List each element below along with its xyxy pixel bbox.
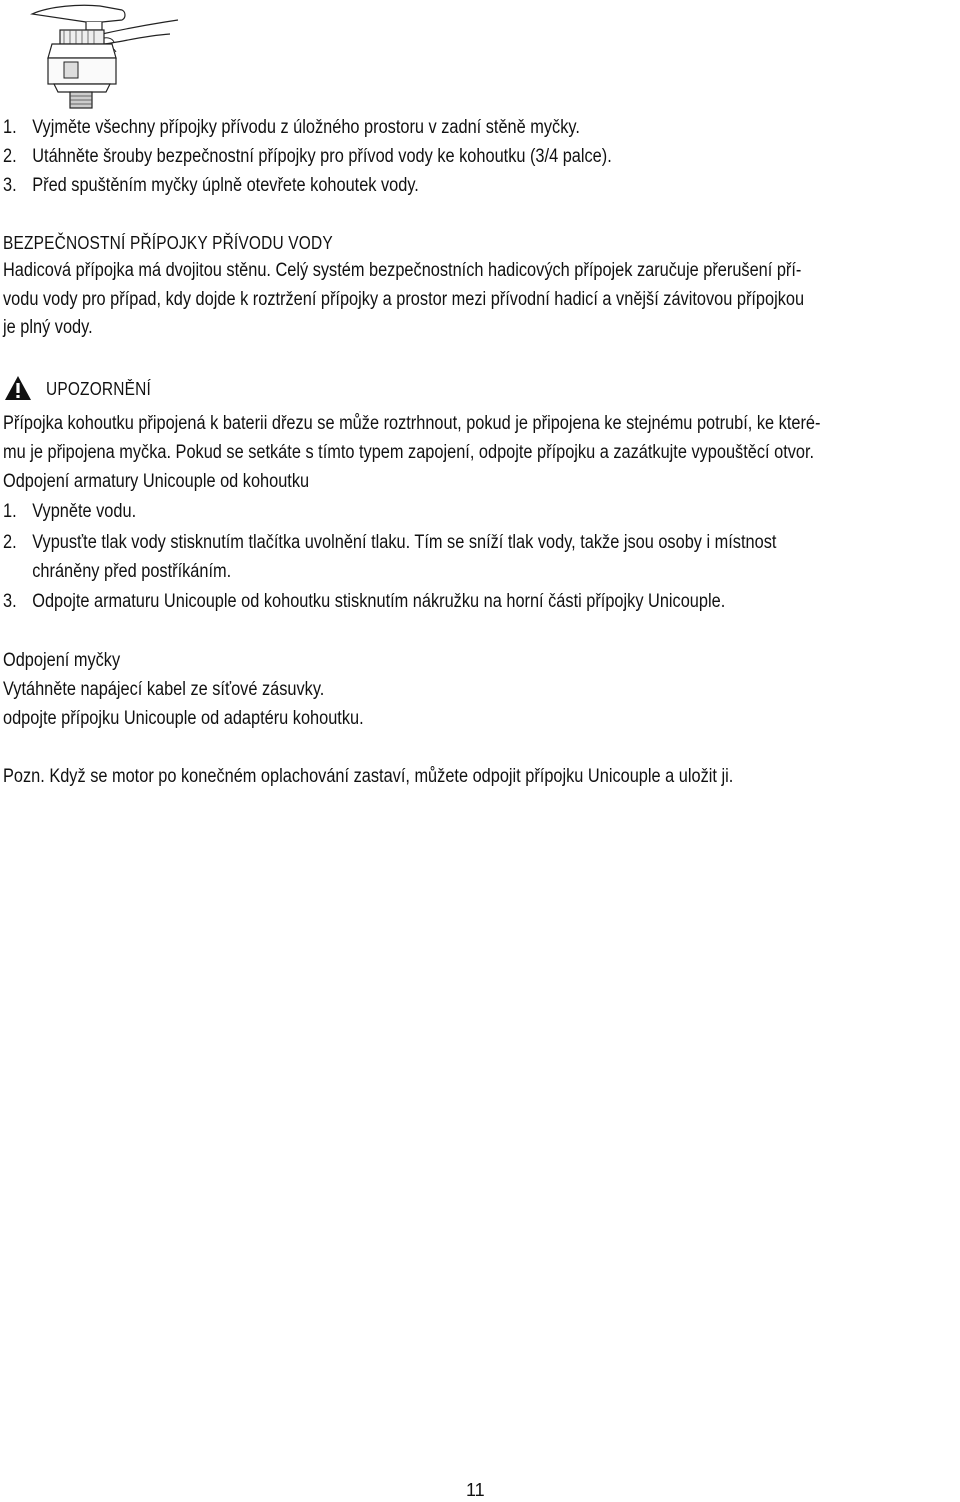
warning-line-1: Přípojka kohoutku připojená k baterii dřezu se může roztrhnout, pokud je připojena ke stejnému potrubí, ke které-	[3, 413, 821, 434]
disconnect-armature-title: Odpojení armatury Unicouple od kohoutku	[3, 471, 310, 492]
disconnect-step-2-continued: chráněny před postříkáním.	[32, 561, 232, 582]
disconnect-step-1: 1. Vypněte vodu.	[3, 501, 137, 522]
warning-heading: UPOZORNĚNÍ	[46, 379, 151, 399]
disconnect-dishwasher-line-1: Vytáhněte napájecí kabel ze síťové zásuvky.	[3, 679, 325, 700]
disconnect-step-2: 2. Vypusťte tlak vody stisknutím tlačítka uvolnění tlaku. Tím se sníží tlak vody, takže jsou osoby i místnost	[3, 532, 777, 553]
disconnect-step-3: 3. Odpojte armaturu Unicouple od kohoutku stisknutím nákružku na horní části přípojky Unicouple.	[3, 591, 726, 612]
disconnect-dishwasher-line-2: odpojte přípojku Unicouple od adaptéru kohoutku.	[3, 708, 364, 729]
disconnect-dishwasher-title: Odpojení myčky	[3, 650, 121, 671]
safety-paragraph-line-2: vodu vody pro případ, kdy dojde k roztržení přípojky a prostor mezi přívodní hadicí a vnější závitovou přípojkou	[3, 289, 805, 310]
step-3: 3. Před spuštěním myčky úplně otevřete kohoutek vody.	[3, 175, 419, 196]
warning-heading-row	[3, 374, 33, 402]
step-2: 2. Utáhněte šrouby bezpečnostní přípojky pro přívod vody ke kohoutku (3/4 palce).	[3, 146, 612, 167]
safety-heading: BEZPEČNOSTNÍ PŘÍPOJKY PŘÍVODU VODY	[3, 233, 333, 253]
faucet-connector-illustration	[30, 0, 180, 110]
safety-paragraph-line-1: Hadicová přípojka má dvojitou stěnu. Celý systém bezpečnostních hadicových přípojek zaručuje přerušení pří-	[3, 260, 802, 281]
warning-triangle-icon	[3, 374, 33, 402]
warning-line-2: mu je připojena myčka. Pokud se setkáte s tímto typem zapojení, odpojte přípojku a zazátkujte vypouštěcí otvor.	[3, 442, 815, 463]
note: Pozn. Když se motor po konečném oplachování zastaví, můžete odpojit přípojku Unicouple a uložit ji.	[3, 766, 734, 787]
step-1: 1. Vyjměte všechny přípojky přívodu z úložného prostoru v zadní stěně myčky.	[3, 117, 580, 138]
safety-paragraph-line-3: je plný vody.	[3, 317, 93, 338]
page-number: 11	[466, 1480, 485, 1500]
